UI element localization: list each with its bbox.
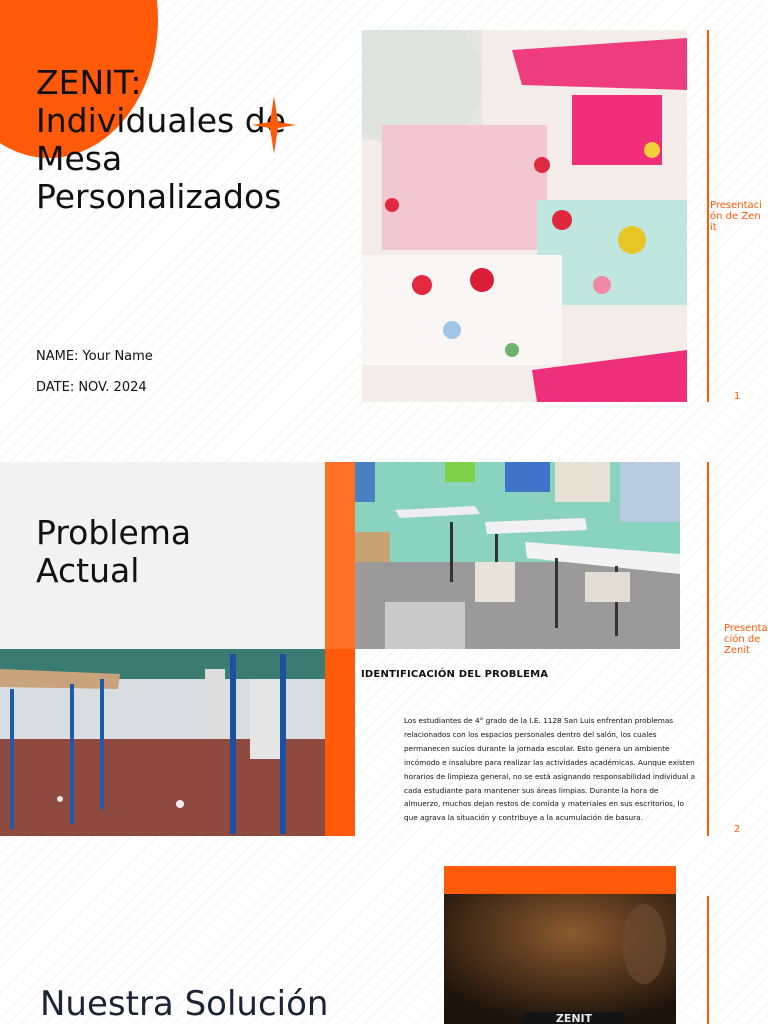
orange-accent-bar-top <box>325 462 355 649</box>
slide-3 <box>0 866 768 1024</box>
problem-description: Los estudiantes de 4° grado de la I.E. 1128 San Luis enfrentan problemas relacionados con los espacios personales dentro del salón, los cuales permanecen sucios durante la jornada escolar. Esto genera un ambiente incómodo e insalubre para realizar las actividades académicas. Aunque existen horarios de limpieza general, no se está asignando responsabilidad individual a cada estudiante para mantener sus áreas limpias. Durante la hora de almuerzo, muchos dejan restos de comida y materiales en sus escritorios, lo que agrava la situación y contribuye a la acumulación de basura. <box>404 716 696 823</box>
slide-1 <box>0 0 768 430</box>
product-photo <box>444 894 676 1024</box>
vertical-divider <box>707 896 709 1024</box>
side-label: Presentación de Zenit <box>724 623 768 656</box>
orange-accent-bar <box>444 866 676 894</box>
slide-3-title: Nuestra Solución <box>40 984 329 1024</box>
sparkle-icon <box>252 96 296 154</box>
slide-2 <box>0 462 768 836</box>
section-heading: IDENTIFICACIÓN DEL PROBLEMA <box>361 669 549 680</box>
date-line: DATE: NOV. 2024 <box>36 380 147 395</box>
vertical-divider <box>707 462 709 836</box>
side-label: Presentación de Zenit <box>710 200 762 233</box>
slide-2-title: Problema Actual <box>36 513 192 590</box>
zenit-logo-text: ZENIT <box>555 1012 593 1024</box>
messy-classroom-photo <box>0 649 325 836</box>
page-number: 1 <box>734 391 741 402</box>
quilt-placemat-photo <box>362 30 687 402</box>
slide-1-title: ZENIT: Individuales de Mesa Personalizados <box>36 63 286 216</box>
page-number: 2 <box>734 824 741 835</box>
classroom-photo <box>355 462 680 649</box>
name-line: NAME: Your Name <box>36 349 153 364</box>
vertical-divider <box>707 30 709 402</box>
